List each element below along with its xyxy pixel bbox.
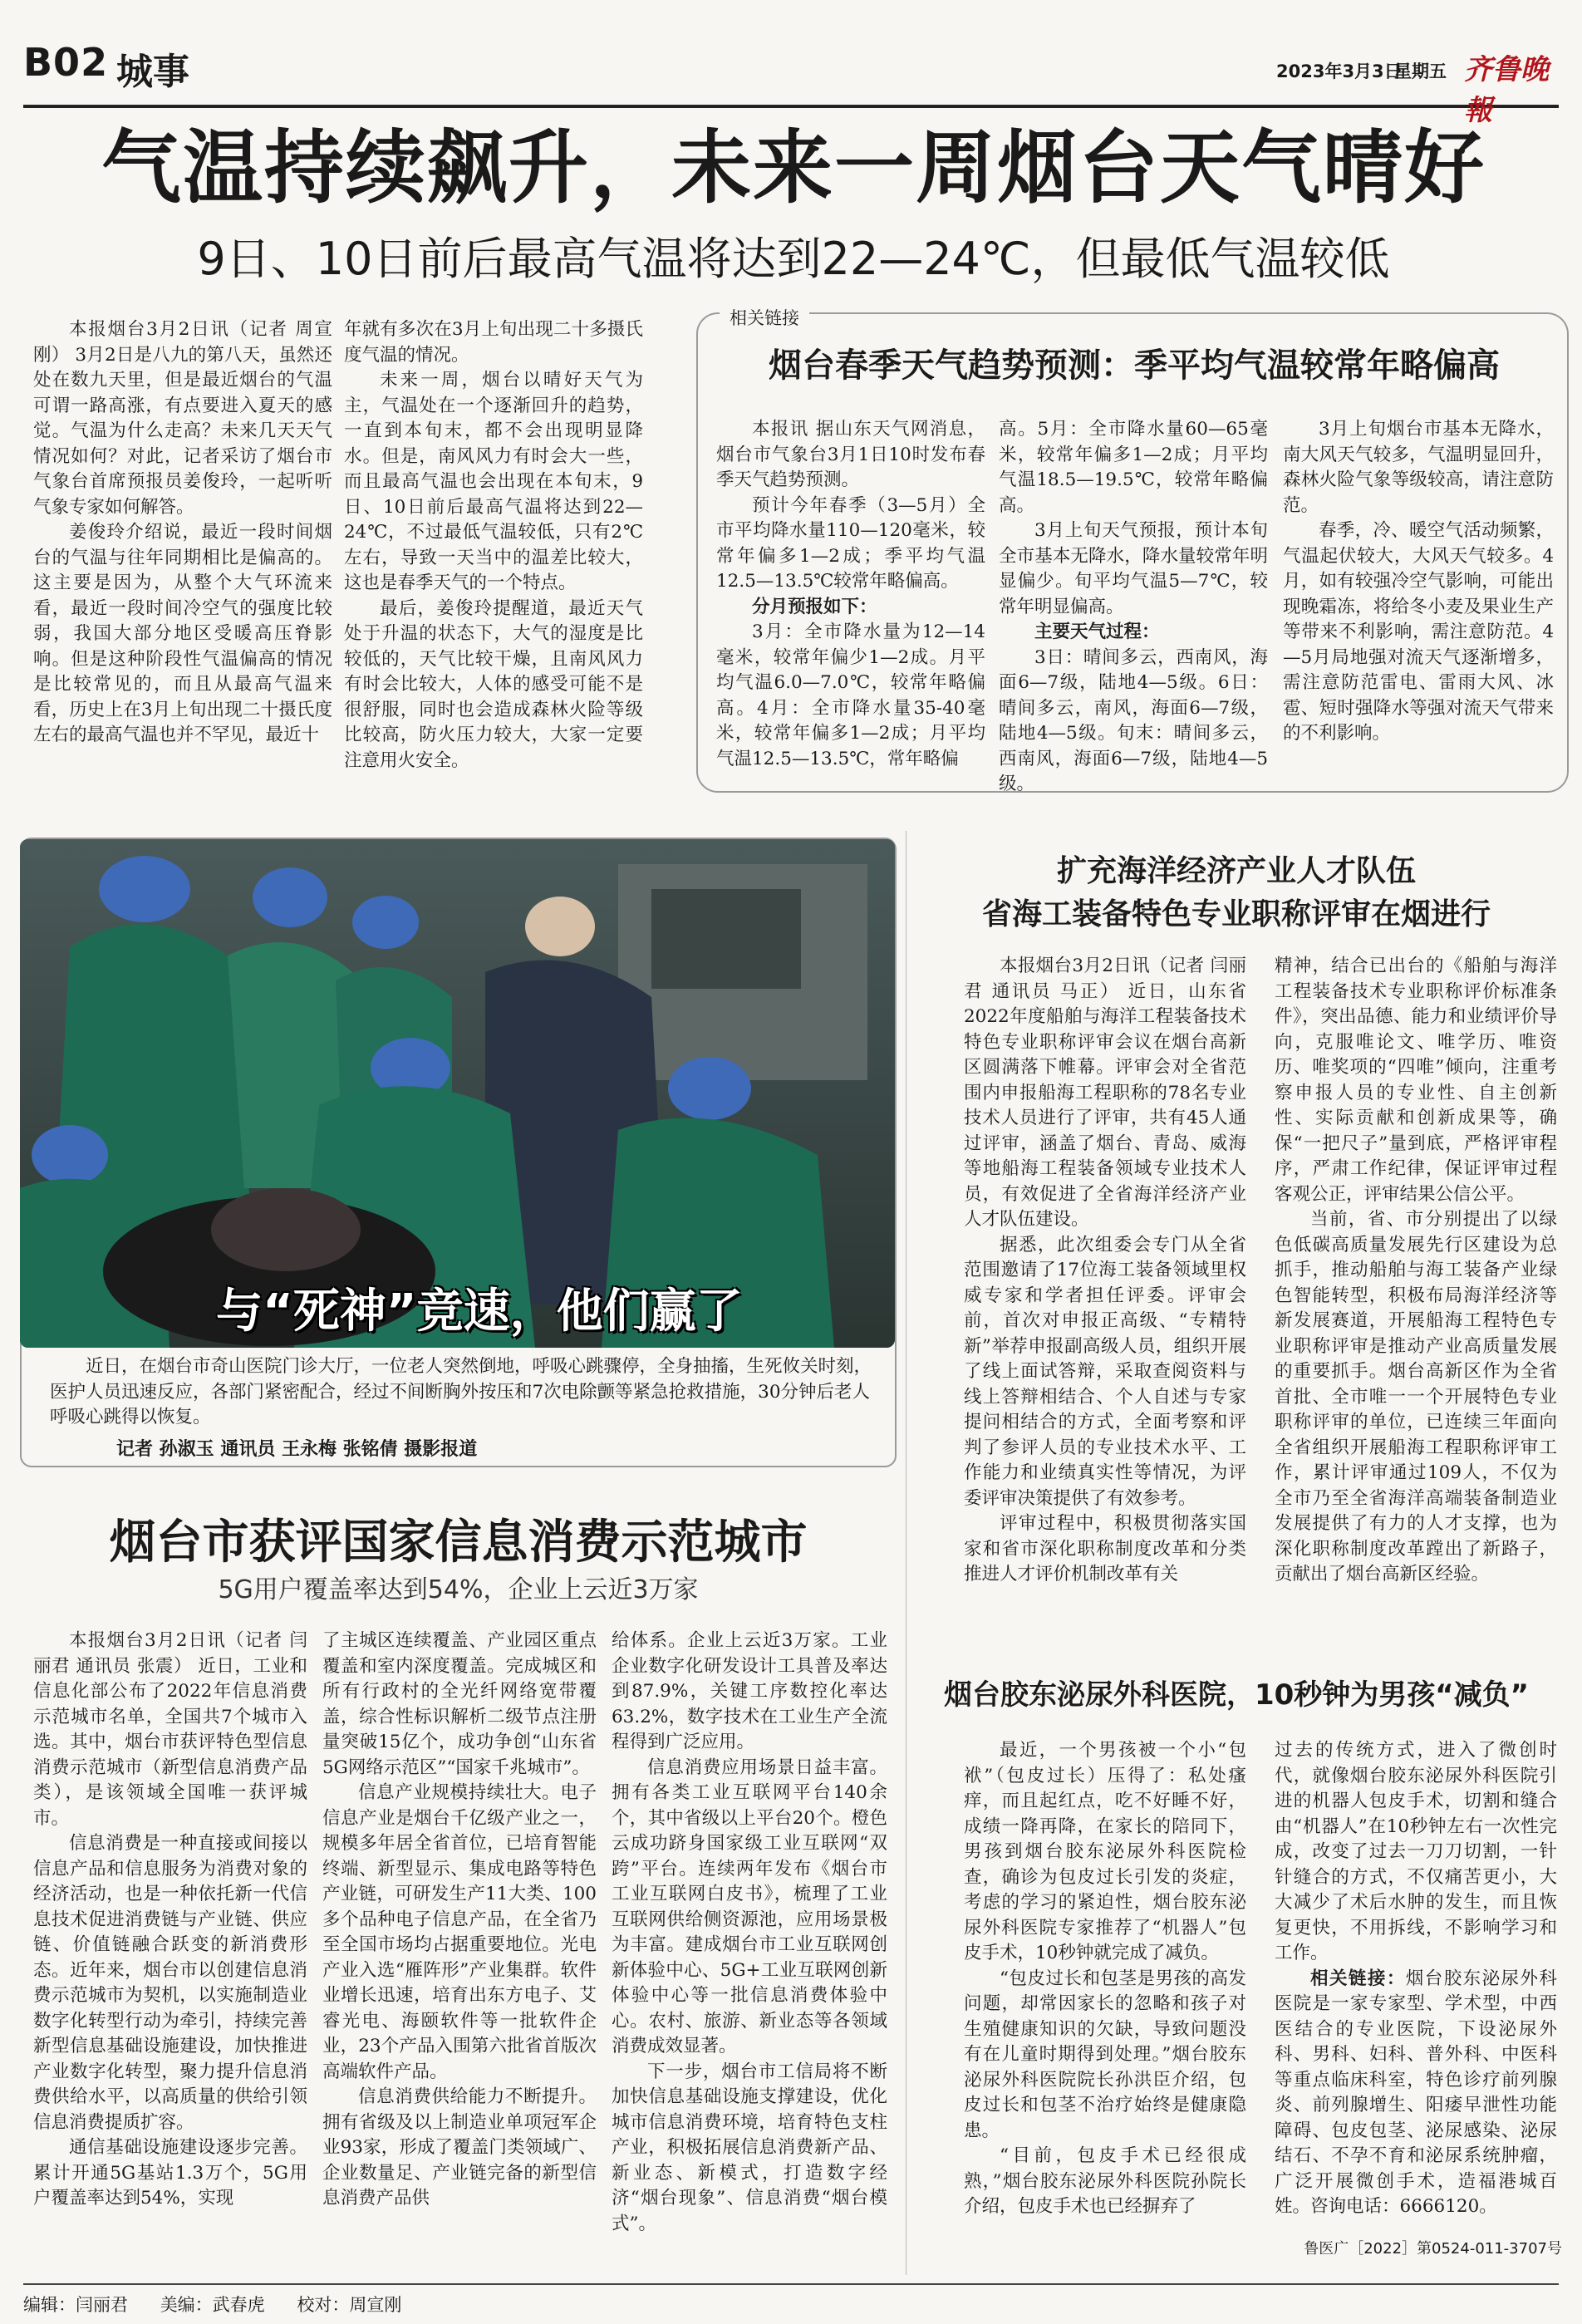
hospital-related-text: 烟台胶东泌尿外科医院是一家专家型、学术型，中西医结合的专业医院，下设泌尿外科、男科、妇科、普外科、中医科等重点临床科室，特色诊疗前列腺炎、前列腺增生、阳痿早泄性功能障碍、包皮包茎、泌尿感染、泌尿结石、不孕不育和泌尿系统肿瘤，广泛开展微创手术，造福港城百姓。咨询电话：6666120。: [1275, 1968, 1557, 2217]
lead-para: 未来一周，烟台以晴好天气为主，气温处在一个逐渐回升的趋势，一直到本旬末，都不会出现明显降水。但是，南风风力有时会大一些，而且最高气温也会出现在本旬末，9日、10日前后最高气温将达到22—24℃，不过最低气温较低，只有2℃左右，导致一天当中的温差比较大，这也是春季天气的一个特点。: [344, 370, 643, 593]
related-column-3: [1283, 417, 1554, 747]
info-column-2: [322, 1629, 597, 2212]
hospital-para: 过去的传统方式，进入了微创时代，就像烟台胶东泌尿外科医院引进的机器人包皮手术，切割和缝合由“机器人”在10秒钟左右一次性完成，改变了过去一刀刀切割，一针针缝合的方式，不仅痛苦更小，大大减少了术后水肿的发生，而且恢复更快，不用拆线，不影响学习和工作。: [1275, 1740, 1557, 1963]
ocean-para: 精神，结合已出台的《船舶与海洋工程装备技术专业职称评价标准条件》，突出品德、能力和业绩评价导向，克服唯论文、唯学历、唯资历、唯奖项的“四唯”倾向，注重考察申报人员的专业性、自主创新性、实际贡献和创新成果等，确保“一把尺子”量到底，严格评审程序，严肃工作纪律，保证评审过程客观公正，评审结果公信公平。: [1275, 956, 1557, 1205]
hospital-column-1: [964, 1738, 1246, 2220]
related-column-1: [716, 417, 985, 772]
section-name: 城事: [116, 51, 189, 93]
ocean-column-1: [964, 954, 1246, 1588]
related-para: 3月：全市降水量为12—14毫米，较常年偏少1—2成。月平均气温6.0—7.0℃，较常年略偏高。4月：全市降水量35-40毫米，较常年偏多1—2成；月平均气温12.5—13.5℃，常年略偏: [716, 622, 985, 769]
photo-credit: 记者 孙淑玉 通讯员 王永梅 张铭倩 摄影报道: [116, 1439, 478, 1460]
info-column-3: [612, 1629, 887, 2237]
ocean-para: 据悉，此次组委会专门从全省范围邀请了17位海工装备领域里权威专家和学者担任评委。评审会前，首次对申报正高级、“专精特新”举荐申报副高级人员，组织开展了线上面试答辩，采取查阅资料与线上答辩相结合、个人自述与专家提问相结合的方式，全面考察和评判了参评人员的专业技术水平、工作能力和业绩真实性等情况，为评委评审决策提供了有效参考。: [964, 1234, 1246, 1509]
hospital-ad-approval: 鲁医广［2022］第0524-011-3707号: [1304, 2240, 1562, 2258]
footer-editor: 编辑：闫丽君: [23, 2295, 128, 2315]
related-para: 3月上旬烟台市基本无降水，南大风天气较多，气温明显回升，森林火险气象等级较高，请注意防范。: [1283, 419, 1554, 516]
ocean-headline-1: 扩充海洋经济产业人才队伍: [1056, 854, 1416, 888]
info-para: 本报烟台3月2日讯（记者 闫丽君 通讯员 张震） 近日，工业和信息化部公布了2022年信息消费示范城市名单，全国共7个城市入选。其中，烟台市获评特色型信息消费示范城市（新型信息消费产品类），是该领域全国唯一获评城市。: [33, 1630, 307, 1829]
hospital-para: 最近，一个男孩被一个小“包袱”（包皮过长）压得了：私处瘙痒，而且起红点，吃不好睡不好，成绩一降再降，在家长的陪同下，男孩到烟台胶东泌尿外科医院检查，确诊为包皮过长引发的炎症，考虑的学习的紧迫性，烟台胶东泌尿外科医院专家推荐了“机器人”包皮手术，10秒钟就完成了减负。: [964, 1740, 1246, 1963]
related-subhead: 主要天气过程：: [1034, 622, 1160, 642]
hospital-headline: 烟台胶东泌尿外科医院，10秒钟为男孩“减负”: [943, 1678, 1529, 1712]
hospital-para: “目前，包皮手术已经很成熟，”烟台胶东泌尿外科医院孙院长介绍，包皮手术也已经摒弃了: [964, 2145, 1246, 2217]
hospital-related-label: 相关链接：: [1310, 1968, 1406, 1989]
photo-caption: 近日，在烟台市奇山医院门诊大厅，一位老人突然倒地，呼吸心跳骤停，全身抽搐，生死攸关时刻，医护人员迅速反应，各部门紧密配合，经过不间断胸外按压和7次电除颤等紧急抢救措施，30分钟后老人呼吸心跳得以恢复。: [50, 1356, 872, 1427]
lead-para: 本报烟台3月2日讯（记者 周宣刚） 3月2日是八九的第八天，虽然还处在数九天里，但是最近烟台的气温可谓一路高涨，有点要进入夏天的感觉。气温为什么走高？未来几天天气情况如何？对此，记者采访了烟台市气象台首席预报员姜俊玲，一起听听气象专家如何解答。: [33, 319, 332, 518]
ocean-para: 本报烟台3月2日讯（记者 闫丽君 通讯员 马正） 近日，山东省2022年度船舶与海洋工程装备技术特色专业职称评审会议在烟台高新区圆满落下帷幕。评审会对全省范围内申报船海工程职称的78名专业技术人员进行了评审，共有45人通过评审，涵盖了烟台、青岛、威海等地船海工程装备领域专业技术人员，有效促进了全省海洋经济产业人才队伍建设。: [964, 956, 1247, 1230]
related-para: 本报讯 据山东天气网消息，烟台市气象台3月1日10时发布春季天气趋势预测。: [716, 419, 985, 490]
ocean-para: 评审过程中，积极贯彻落实国家和省市深化职称制度改革和分类推进人才评价机制改革有关: [964, 1513, 1246, 1585]
lead-para: 年就有多次在3月上旬出现二十多摄氏度气温的情况。: [344, 319, 643, 366]
info-column-1: [33, 1629, 307, 2212]
lead-column-2: [344, 317, 643, 774]
info-para: 信息消费应用场景日益丰富。拥有各类工业互联网平台140余个，其中省级以上平台20个。橙色云成功跻身国家级工业互联网“双跨”平台。连续两年发布《烟台市工业互联网白皮书》，梳理了工业互联网供给侧资源池，应用场景极为丰富。建成烟台市工业互联网创新体验中心、5G+工业互联网创新体验中心等一批信息消费体验中心。农村、旅游、新业态等各领域消费成效显著。: [612, 1757, 887, 2056]
lead-para: 姜俊玲介绍说，最近一段时间烟台的气温与往年同期相比是偏高的。这主要是因为，从整个大气环流来看，最近一段时间冷空气的强度比较弱，我国大部分地区受暖高压脊影响。但是这种阶段性气温偏高的情况是比较常见的，而且从最高气温来看，历史上在3月上旬出现二十摄氏度左右的最高气温也并不罕见，最近十: [33, 522, 332, 745]
info-para: 了主城区连续覆盖、产业园区重点覆盖和室内深度覆盖。完成城区和所有行政村的全光纤网络宽带覆盖，综合性标识解析二级节点注册量突破15亿个，成功争创“山东省5G网络示范区”“国家千兆城市”。: [322, 1630, 597, 1778]
related-subhead: 分月预报如下：: [752, 596, 877, 617]
ocean-headline-2: 省海工装备特色专业职称评审在烟进行: [981, 897, 1491, 931]
hospital-para: “包皮过长和包茎是男孩的高发问题，却常因家长的忽略和孩子对生殖健康知识的欠缺，导致问题没有在儿童时期得到处理。”烟台胶东泌尿外科医院院长孙洪臣介绍，包皮过长和包茎不治疗始终是健康隐患。: [964, 1968, 1246, 2141]
footer-designer: 美编：武春虎: [160, 2295, 265, 2315]
section-code: B02: [23, 40, 109, 85]
info-headline: 烟台市获评国家信息消费示范城市: [109, 1516, 808, 1570]
lead-headline: 气温持续飙升，未来一周烟台天气晴好: [101, 121, 1486, 214]
info-para: 下一步，烟台市工信局将不断加快信息基础设施支撑建设，优化城市信息消费环境，培育特色支柱产业，积极拓展信息消费新产品、新业态、新模式，打造数字经济“烟台现象”、信息消费“烟台模式”。: [612, 2061, 887, 2234]
ocean-para: 当前，省、市分别提出了以绿色低碳高质量发展先行区建设为总抓手，推动船舶与海工装备产业绿色智能转型，积极布局海洋经济等新发展赛道，开展船海工程特色专业职称评审是推动产业高质量发展的重要抓手。烟台高新区作为全省首批、全市唯一一个开展特色专业职称评审的单位，已连续三年面向全省组织开展船海工程职称评审工作，累计评审通过109人，不仅为全市乃至全省海洋高端装备制造业发展提供了有力的人才支撑，也为深化职称制度改革蹚出了新路子，贡献出了烟台高新区经验。: [1275, 1209, 1557, 1585]
related-column-2: [999, 417, 1268, 798]
info-para: 信息消费供给能力不断提升。拥有省级及以上制造业单项冠军企业93家，形成了覆盖门类领域广、企业数量足、产业链完备的新型信息消费产品供: [322, 2086, 597, 2209]
related-tag: 相关链接: [720, 305, 809, 330]
news-photo: [20, 839, 895, 1348]
related-title: 烟台春季天气趋势预测：季平均气温较常年略偏高: [769, 346, 1500, 385]
related-para: 高。5月：全市降水量60—65毫米，较常年偏多1—2成；月平均气温18.5—19.5℃，较常年略偏高。: [999, 419, 1268, 516]
footer-proofreader: 校对：周宣刚: [297, 2295, 402, 2315]
news-photo-illustration: [20, 839, 895, 1348]
related-para: 预计今年春季（3—5月）全市平均降水量110—120毫米，较常年偏多1—2成；季平均气温12.5—13.5℃较常年略偏高。: [716, 494, 985, 592]
issue-date: 2023年3月3日: [1276, 61, 1402, 81]
related-para: 春季，冷、暖空气活动频繁，气温起伏较大，大风天气较多。4月，如有较强冷空气影响，可能出现晚霜冻，将给冬小麦及果业生产等带来不利影响，需注意防范。4—5月局地强对流天气逐渐增多，需注意防范雷电、雷雨大风、冰雹、短时强降水等强对流天气带来的不利影响。: [1283, 520, 1554, 744]
masthead: [23, 25, 1559, 127]
lead-para: 最后，姜俊玲提醒道，最近天气处于升温的状态下，大气的湿度是比较低的，天气比较干燥，且南风风力有时会比较大，人体的感受可能不是很舒服，同时也会造成森林火险等级比较高，防火压力较大，大家一定要注意用火安全。: [344, 597, 643, 771]
hospital-column-2: [1275, 1738, 1557, 2220]
ocean-column-2: [1275, 954, 1557, 1588]
info-para: 信息产业规模持续壮大。电子信息产业是烟台千亿级产业之一，规模多年居全省首位，已培育智能终端、新型显示、集成电路等特色产业链，可研发生产11大类、100多个品种电子信息产品，在全省乃至全国市场均占据重要地位。光电产业入选“雁阵形”产业集群。软件业增长迅速，培育出东方电子、艾睿光电、海颐软件等一批软件企业，23个产品入围第六批省首版次高端软件产品。: [322, 1782, 597, 2082]
issue-weekday: 星期五: [1394, 61, 1447, 81]
page-footer: [23, 2283, 1559, 2317]
lead-column-1: [33, 317, 332, 749]
info-para: 给体系。企业上云近3万家。工业企业数字化研发设计工具普及率达到87.9%，关键工序数控化率达63.2%，数字技术在工业生产全流程得到广泛应用。: [612, 1630, 887, 1752]
info-subheadline: 5G用户覆盖率达到54%，企业上云近3万家: [218, 1575, 699, 1604]
newspaper-logo: 齐鲁晚報: [1464, 53, 1549, 127]
info-para: 通信基础设施建设逐步完善。累计开通5G基站1.3万个，5G用户覆盖率达到54%，实现: [33, 2137, 307, 2209]
photo-overlay-title: 与“死神”竞速，他们赢了: [216, 1285, 743, 1339]
info-para: 信息消费是一种直接或间接以信息产品和信息服务为消费对象的经济活动，也是一种依托新一代信息技术促进消费链与产业链、供应链、价值链融合跃变的新消费形态。近年来，烟台市以创建信息消费示范城市为契机，以实施制造业数字化转型行动为牵引，持续完善新型信息基础设施建设，加快推进产业数字化转型，聚力提升信息消费供给水平，以高质量的供给引领信息消费提质扩容。: [33, 1833, 307, 2133]
related-para: 3月上旬天气预报，预计本旬全市基本无降水，降水量较常年明显偏少。旬平均气温5—7℃，较常年明显偏高。: [999, 520, 1268, 617]
related-para: 3日：晴间多云，西南风，海面6—7级，陆地4—5级。6日：晴间多云，南风，海面6—7级，陆地4—5级。旬末：晴间多云，西南风，海面6—7级，陆地4—5级。: [999, 646, 1268, 794]
lead-subheadline: 9日、10日前后最高气温将达到22—24℃，但最低气温较低: [197, 233, 1390, 285]
